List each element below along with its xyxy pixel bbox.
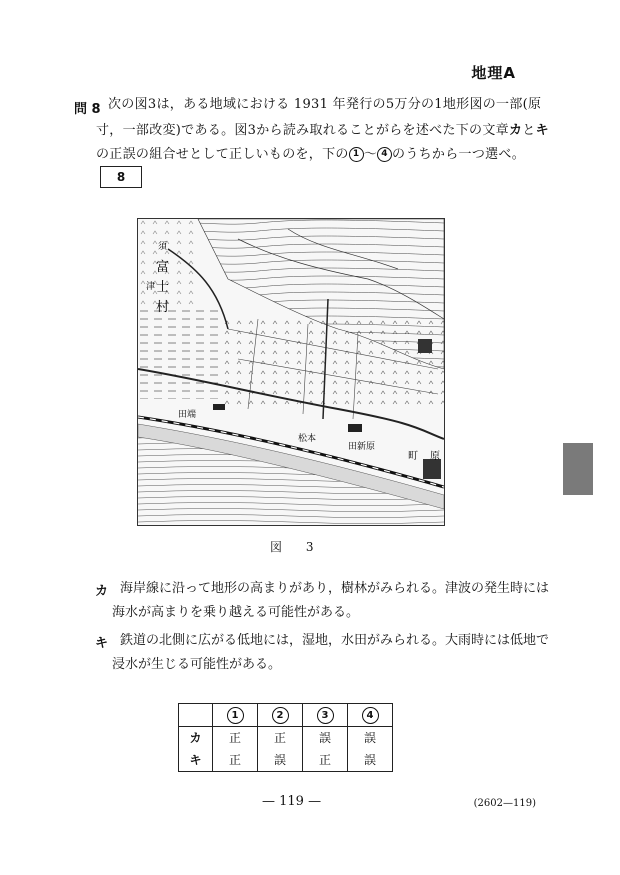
map-label-shinbara: 田新原 bbox=[348, 442, 376, 452]
page-code: (2602—119) bbox=[473, 798, 536, 809]
statement-ka-line-1: 海岸線に沿って地形の高まりがあり，樹林がみられる。津波の発生時には bbox=[120, 581, 550, 596]
choice-1-circle: 1 bbox=[227, 707, 244, 724]
answer-box: 8 bbox=[100, 166, 142, 188]
label-ka-inline: カ bbox=[508, 123, 523, 138]
choice-3-circle: 3 bbox=[317, 707, 334, 724]
map-label-machi: 町 bbox=[408, 451, 418, 462]
statement-ka-line-2: 海水が高まりを乗り越える可能性がある。 bbox=[112, 605, 360, 620]
choice-1-inline: 1 bbox=[349, 147, 364, 162]
figure-caption: 図 3 bbox=[270, 540, 324, 554]
choice-4-values bbox=[348, 727, 393, 772]
choice-2-ki: 誤 bbox=[273, 753, 286, 767]
choice-2-ka: 正 bbox=[273, 731, 286, 745]
question-line-2 bbox=[96, 120, 549, 142]
row-label-ki: キ bbox=[189, 753, 202, 767]
label-ki-inline: キ bbox=[535, 123, 549, 138]
map-label-tabata: 田端 bbox=[178, 410, 197, 420]
choices-header-row bbox=[179, 704, 393, 727]
map-label-shi: 士 bbox=[156, 280, 170, 295]
choice-2-header bbox=[258, 704, 303, 727]
choice-3-values bbox=[303, 727, 348, 772]
question-line-2-to: と bbox=[522, 123, 536, 138]
question-line-3-end: のうちから一つ選べ。 bbox=[392, 147, 526, 162]
map-drawing bbox=[138, 219, 444, 525]
choice-2-values bbox=[258, 727, 303, 772]
choices-corner-cell bbox=[179, 704, 213, 727]
choice-1-values bbox=[213, 727, 258, 772]
choice-4-ka: 誤 bbox=[363, 731, 376, 745]
tilde: ～ bbox=[363, 147, 378, 162]
choice-4-inline: 4 bbox=[377, 147, 392, 162]
question-line-3-text: の正誤の組合せとして正しいものを，下の bbox=[96, 147, 349, 162]
statement-ki-line-2: 浸水が生じる可能性がある。 bbox=[112, 657, 282, 672]
statement-ki-label: キ bbox=[95, 636, 109, 651]
choice-1-ka: 正 bbox=[228, 731, 241, 745]
map-label-mura: 村 bbox=[156, 300, 170, 315]
choice-4-circle: 4 bbox=[362, 707, 379, 724]
choice-1-ki: 正 bbox=[228, 753, 241, 767]
row-labels bbox=[179, 727, 213, 772]
map-label-su: 須 bbox=[158, 242, 168, 252]
question-line-1: 次の図3は，ある地域における 1931 年発行の5万分の1地形図の一部(原 bbox=[108, 97, 542, 112]
map-label-fuji: 富 bbox=[156, 260, 170, 275]
choices-table bbox=[178, 703, 393, 772]
question-line-3 bbox=[96, 144, 525, 166]
map-label-hara: 原 bbox=[430, 451, 440, 462]
statement-ki-line-1: 鉄道の北側に広がる低地には，湿地，水田がみられる。大雨時には低地で bbox=[120, 633, 550, 648]
choice-2-circle: 2 bbox=[272, 707, 289, 724]
choice-1-header bbox=[213, 704, 258, 727]
question-line-2-text: 寸，一部改変)である。図3から読み取れることがらを述べた下の文章 bbox=[96, 123, 509, 138]
choice-3-ki: 正 bbox=[318, 753, 331, 767]
side-index-tab bbox=[563, 443, 593, 495]
choice-3-ka: 誤 bbox=[318, 731, 331, 745]
choice-3-header bbox=[303, 704, 348, 727]
topographic-map bbox=[137, 218, 445, 526]
map-label-matsumoto: 松本 bbox=[298, 434, 317, 444]
map-label-tsu: 津 bbox=[146, 282, 156, 292]
page-number: — 119 — bbox=[262, 794, 322, 809]
choices-body-row bbox=[179, 727, 393, 772]
question-number: 問 8 bbox=[74, 102, 101, 117]
row-label-ka: カ bbox=[189, 731, 202, 745]
choice-4-header bbox=[348, 704, 393, 727]
statement-ka-label: カ bbox=[95, 584, 109, 599]
subject-title: 地理A bbox=[471, 64, 516, 82]
choice-4-ki: 誤 bbox=[363, 753, 376, 767]
